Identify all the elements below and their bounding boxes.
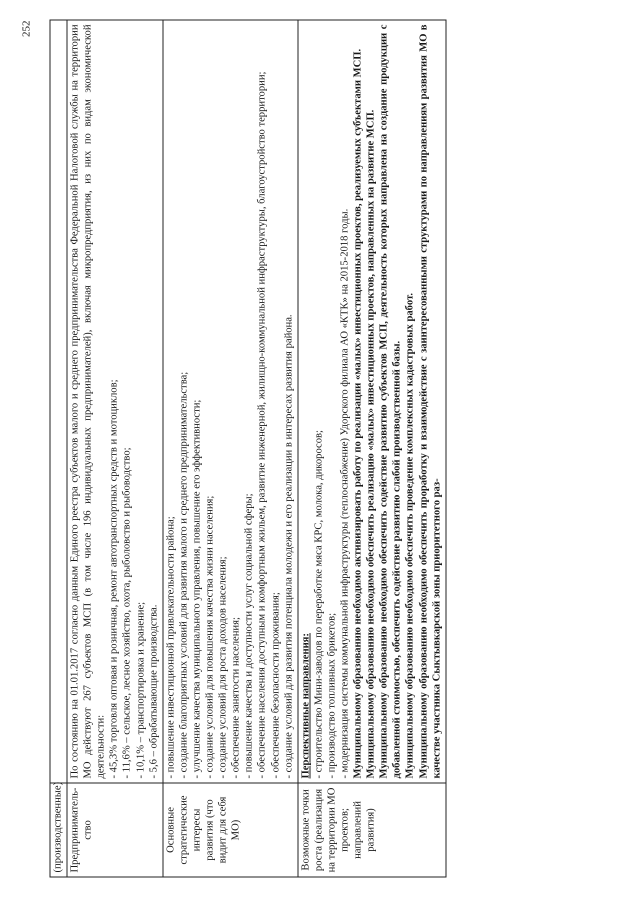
list-item: - 11,6% – сельское, лесное хозяйство, охота, рыболовство и рыбоводство; [121,446,133,778]
list-item: - улучшение качества муниципального управления, повышение его эффективности; [190,399,202,778]
recommendation-item: Муниципальному образованию необходимо обеспечить проведение комплексных кадастровых работ. [404,292,416,778]
list-item: - создание условий для развития потенциала молодежи и его реализации в интересах развития района. [282,313,294,778]
entrepreneurship-cell [67,20,163,783]
row-label-entrepreneurship: Предприниматель-ство [67,783,163,877]
row-label-production: (производственные) [50,783,67,877]
list-item: - модернизация системы коммунальной инфраструктуры (теплоснабжение) Удорского филиала АО «КТК» на 2015-2018 годы. [338,208,350,778]
growth-heading: Перспективные направления: [299,632,311,778]
list-item: - обеспечение безопасности проживания; [269,591,281,778]
list-item: - создание условий для роста доходов населения; [217,555,229,778]
list-item: - обеспечение населения доступным и комфортным жильем, развитие инженерной, жилищно-коммунальной инфраструктуры, благоустройство территории; [256,71,268,778]
list-item: - 5,6 – обрабатывающие производства. [147,604,159,778]
table-row [162,20,297,877]
list-item: - 10,1% – транспортировка и хранение; [134,601,146,778]
growth-cell [297,20,445,783]
list-item: - 45,3% торговля оптовая и розничная, ремонт автотранспортных средств и мотоциклов; [108,378,120,778]
row-label-growth: Возможные точки роста (реализация на территории МО проектов; направлений развития) [297,783,445,877]
list-item: - строительство Мини-заводов по переработке мяса КРС, молока, дикоросов; [312,429,324,778]
table-row [50,20,67,877]
recommendation-item: Муниципальному образованию необходимо обеспечить содействие развитию субъектов МСП, деятельность которых направлена на создание продукции с добавленной стоимостью, обеспечить содействие развитию слабой производственной базы. [378,24,403,778]
recommendation-item: Муниципальному образованию необходимо обеспечить проработку и взаимодействие с заинтересованными структурами по направлениям развития МО в качестве участника Сыктывкарской зоны приоритетного раз- [417,24,442,778]
strategic-cell [162,20,297,783]
list-item: - создание благоприятных условий для развития малого и среднего предпринимательства; [177,371,189,778]
entrepreneurship-text: По состоянию на 01.01.2017 согласно данным Единого реестра субъектов малого и среднего предпринимательства Федеральной Налоговой службы на территории МО действуют 267 субъектов МСП (в том числе 196 индивидуальных предпринимателей), включая микропредприятия, из них по видам экономической деятельности: [69,24,107,778]
empty-cell [50,20,67,783]
table-row [67,20,163,877]
list-item: - создание условий для повышения качества жизни населения; [204,495,216,778]
program-table [49,19,446,877]
list-item: - повышение качества и доступности услуг социальной сферы; [243,492,255,778]
page-number: 252 [20,20,32,37]
list-item: - обеспечение занятости населения; [230,616,242,778]
list-item: - производство топливных брикетов; [325,612,337,778]
recommendation-item: Муниципальному образованию необходимо активизировать работу по реализации «малых» инвестиционных проектов, реализуемых субъектами МСП. [352,48,364,778]
row-label-strategic: Основные стратегические интересы развития (что видит для себя МО) [162,783,297,877]
table-row [297,20,445,877]
recommendation-item: Муниципальному образованию необходимо обеспечить реализацию «малых» инвестиционных проектов, направленных на развитие МСП. [365,109,377,778]
list-item: - повышение инвестиционной привлекательности района; [164,515,176,778]
